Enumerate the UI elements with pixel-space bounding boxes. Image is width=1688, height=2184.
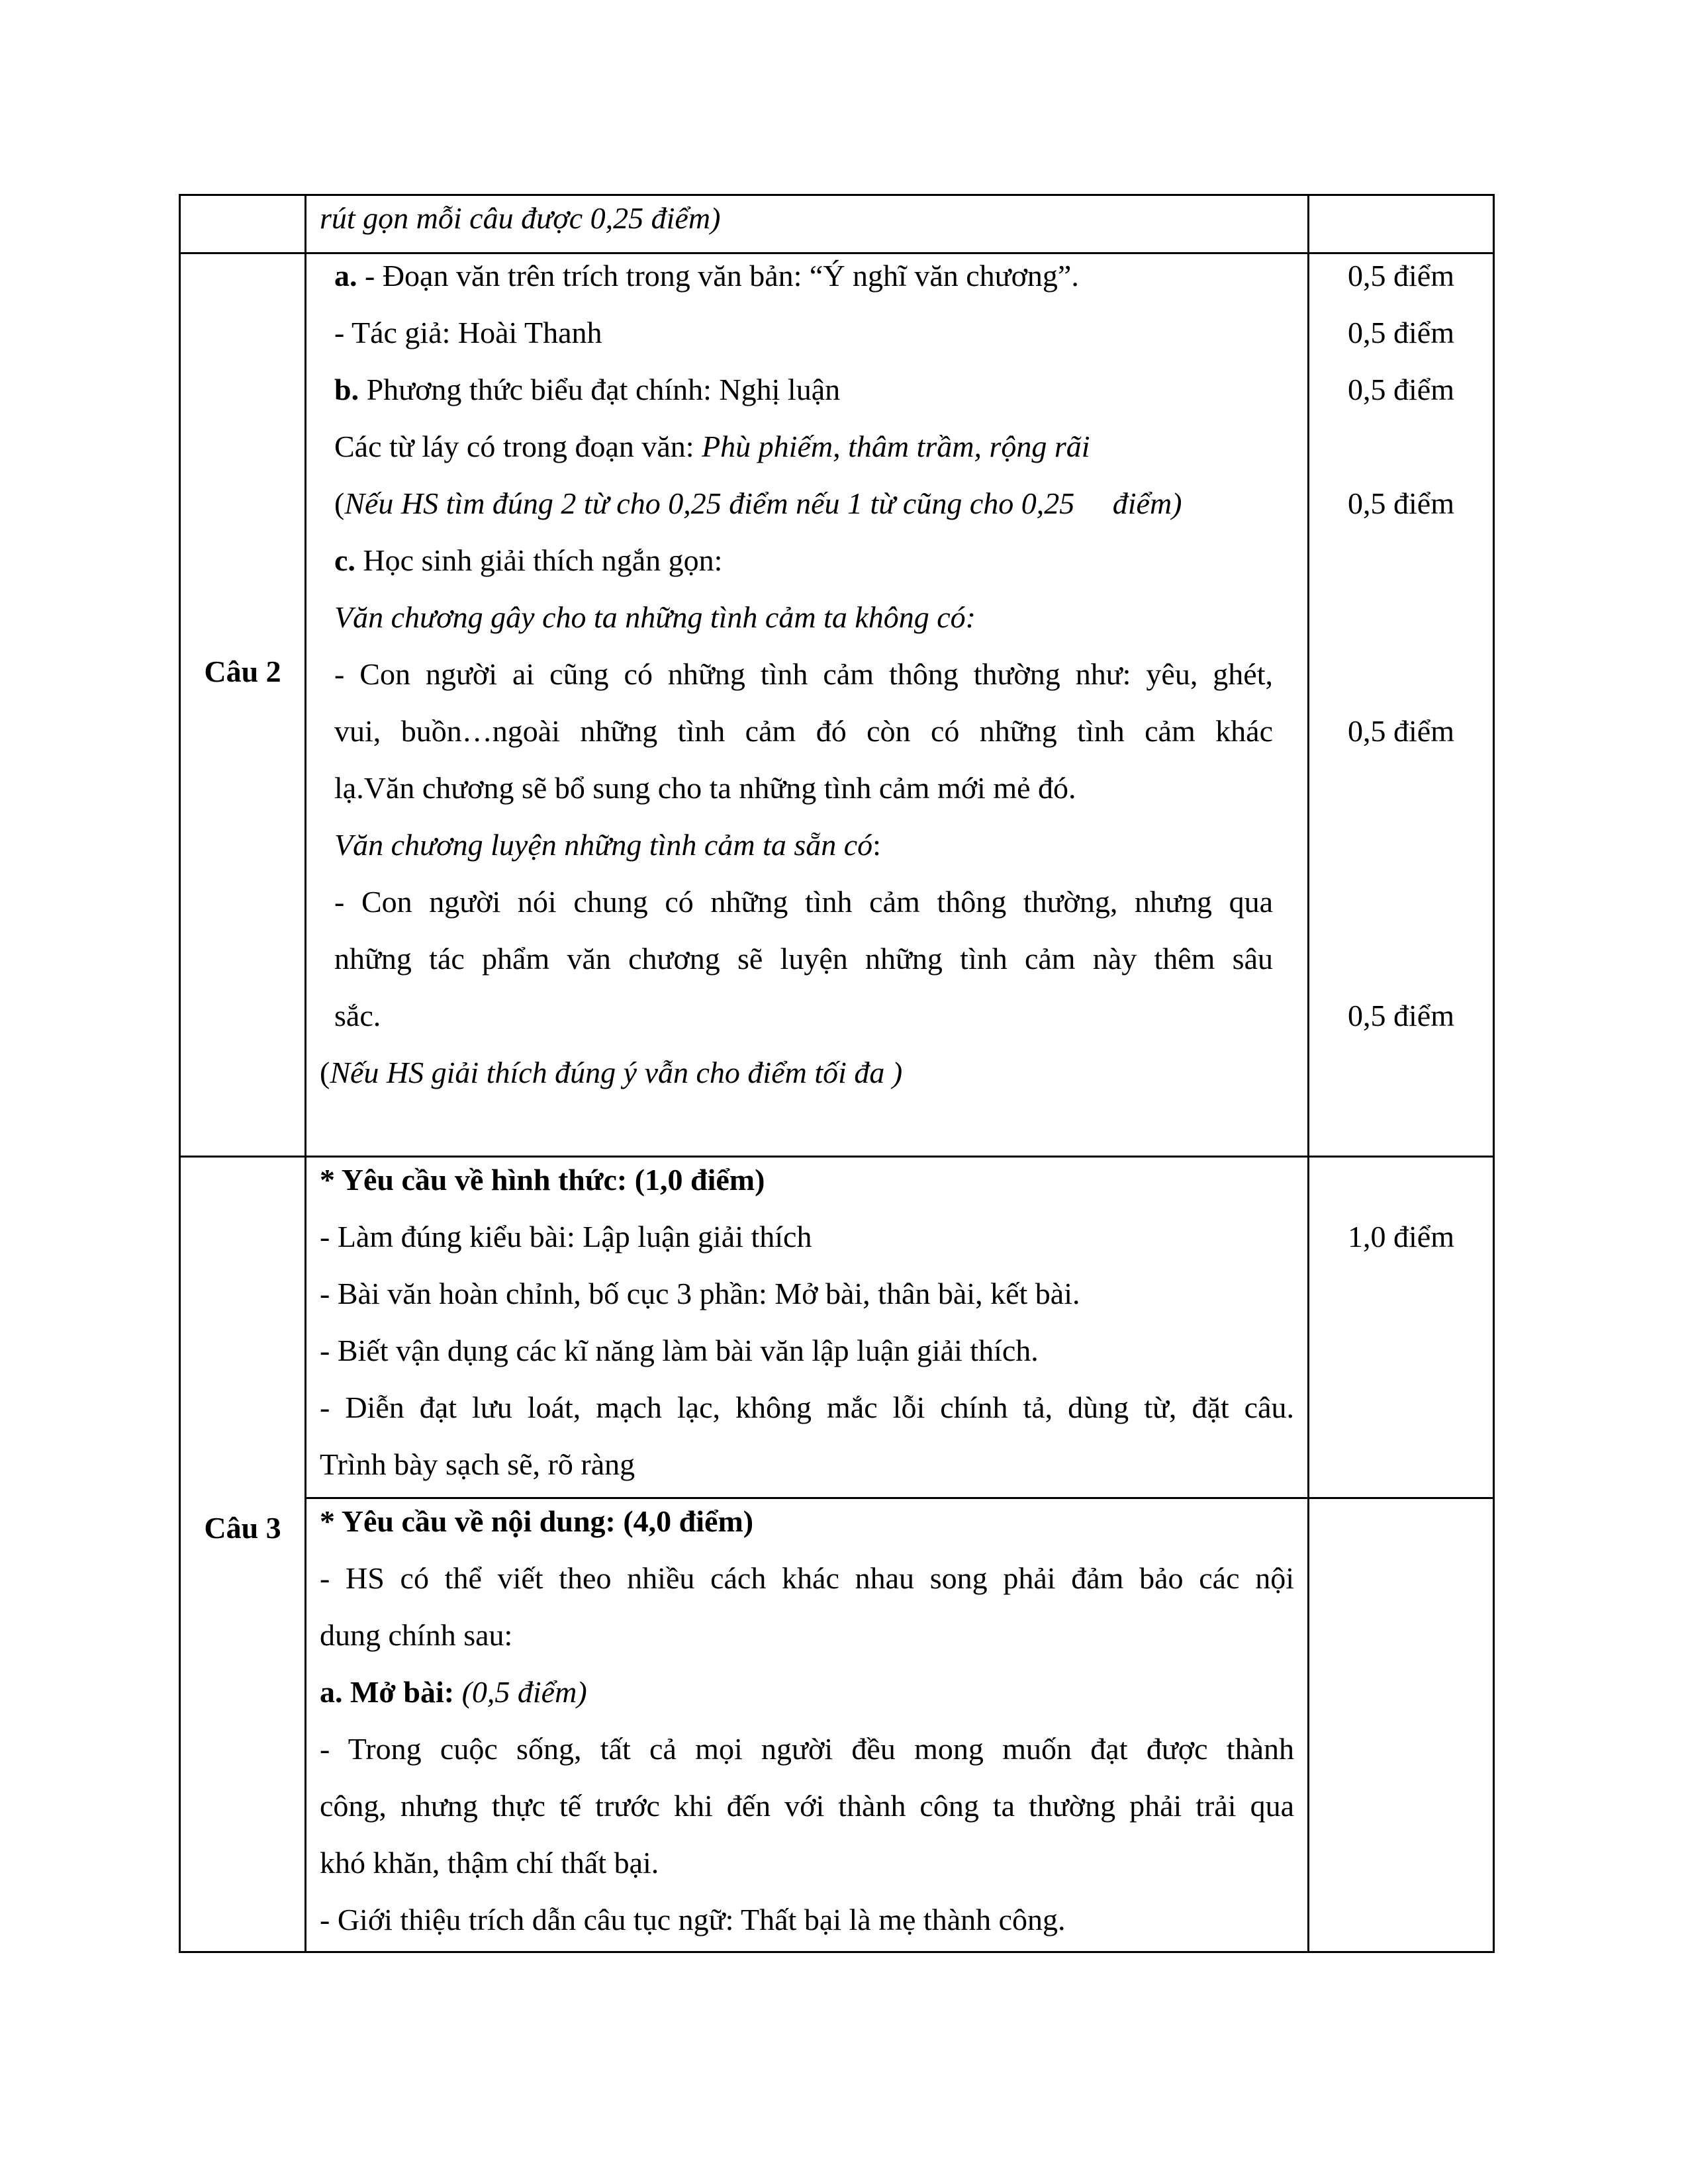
content-line-1: - HS có thể viết theo nhiều cách khác nhau song phải đảm bảo các nội — [320, 1561, 1294, 1595]
answer-a-line — [334, 261, 1079, 291]
answer-c-line — [334, 545, 722, 576]
table-row-divider-2 — [179, 1156, 1495, 1158]
table-border-bottom — [179, 1951, 1495, 1953]
para1-line2: vui, buồn…ngoài những tình cảm đó còn có những tình cảm khác — [334, 714, 1273, 748]
author-line: - Tác giả: Hoài Thanh — [334, 316, 602, 349]
answer-a-label: a. — [334, 259, 357, 293]
table-border-top — [179, 194, 1495, 196]
tu-lay-line — [334, 432, 1090, 462]
para2-line2: những tác phẩm văn chương sẽ luyện những tình cảm này thêm sâu — [334, 942, 1273, 976]
mo-bai-line-2: công, nhưng thực tế trước khi đến với thành công ta thường phải trải qua — [320, 1789, 1294, 1823]
form-score: 1,0 điểm — [1348, 1220, 1454, 1253]
row0-content: rút gọn mỗi câu được 0,25 điểm) — [320, 201, 721, 235]
final-note-text: Nếu HS giải thích đúng ý vẫn cho điểm tối đa ) — [330, 1056, 903, 1089]
score-c1: 0,5 điểm — [1348, 714, 1454, 748]
score-a1: 0,5 điểm — [1348, 259, 1454, 293]
tu-lay-prefix: Các từ láy có trong đoạn văn: — [334, 430, 702, 463]
content-line-2: dung chính sau: — [320, 1618, 513, 1652]
form-line-1: - Làm đúng kiểu bài: Lập luận giải thích — [320, 1220, 812, 1253]
van-chuong-heading-2-text: Văn chương luyện những tình cảm ta sẵn có — [334, 828, 873, 862]
para1-line3: lạ.Văn chương sẽ bổ sung cho ta những tình cảm mới mẻ đó. — [334, 771, 1076, 805]
content-title: * Yêu cầu về nội dung: (4,0 điểm) — [320, 1504, 754, 1538]
hs-note-text: Nếu HS tìm đúng 2 từ cho 0,25 điểm nếu 1 từ cũng cho 0,25 điểm) — [344, 486, 1182, 520]
table-col-divider-1 — [305, 194, 306, 1953]
answer-b-text: Phương thức biểu đạt chính: Nghị luận — [359, 373, 841, 406]
mo-bai-line — [320, 1677, 587, 1707]
answer-a-text: - Đoạn văn trên trích trong văn bản: “Ý nghĩ văn chương”. — [357, 259, 1079, 293]
score-a2: 0,5 điểm — [1348, 316, 1454, 349]
score-c2: 0,5 điểm — [1348, 999, 1454, 1032]
score-b2: 0,5 điểm — [1348, 486, 1454, 520]
mo-bai-label: a. Mở bài: — [320, 1675, 455, 1709]
form-line-2: - Bài văn hoàn chỉnh, bố cục 3 phần: Mở bài, thân bài, kết bài. — [320, 1277, 1080, 1310]
answer-c-label: c. — [334, 543, 355, 577]
question-label-cau-3: Câu 3 — [204, 1511, 281, 1545]
van-chuong-heading-2 — [334, 830, 881, 860]
answer-b-line — [334, 375, 840, 405]
final-note-line — [320, 1058, 902, 1088]
form-title: * Yêu cầu về hình thức: (1,0 điểm) — [320, 1163, 765, 1197]
final-note-open: ( — [320, 1056, 330, 1089]
mo-bai-score: (0,5 điểm) — [454, 1675, 587, 1709]
answer-b-label: b. — [334, 373, 359, 406]
mo-bai-line-3: khó khăn, thậm chí thất bại. — [320, 1846, 659, 1880]
form-line-5: Trình bày sạch sẽ, rõ ràng — [320, 1447, 635, 1481]
table-row-divider-1 — [179, 252, 1495, 254]
para2-line3: sắc. — [334, 999, 381, 1032]
mo-bai-line-1: - Trong cuộc sống, tất cả mọi người đều mong muốn đạt được thành — [320, 1732, 1294, 1766]
table-border-left — [179, 194, 181, 1953]
form-line-3: - Biết vận dụng các kĩ năng làm bài văn lập luận giải thích. — [320, 1334, 1039, 1367]
para1-line1: - Con người ai cũng có những tình cảm thông thường như: yêu, ghét, — [334, 657, 1273, 691]
answer-c-text: Học sinh giải thích ngắn gọn: — [355, 543, 723, 577]
question-label-cau-2: Câu 2 — [204, 655, 281, 688]
mo-bai-line-4: - Giới thiệu trích dẫn câu tục ngữ: Thất bại là mẹ thành công. — [320, 1903, 1066, 1936]
table-border-right — [1493, 194, 1495, 1953]
tu-lay-words: Phù phiếm, thâm trầm, rộng rãi — [702, 430, 1090, 463]
para2-line1: - Con người nói chung có những tình cảm thông thường, nhưng qua — [334, 885, 1273, 919]
hs-note-open: ( — [334, 486, 345, 520]
table-subrow-divider — [306, 1497, 1495, 1499]
form-line-4: - Diễn đạt lưu loát, mạch lạc, không mắc lỗi chính tả, dùng từ, đặt câu. — [320, 1390, 1294, 1424]
table-col-divider-2 — [1307, 194, 1309, 1953]
van-chuong-heading-1: Văn chương gây cho ta những tình cảm ta không có: — [334, 600, 976, 634]
hs-note-line — [334, 488, 1182, 519]
van-chuong-heading-2-colon: : — [872, 828, 881, 862]
score-b1: 0,5 điểm — [1348, 373, 1454, 406]
